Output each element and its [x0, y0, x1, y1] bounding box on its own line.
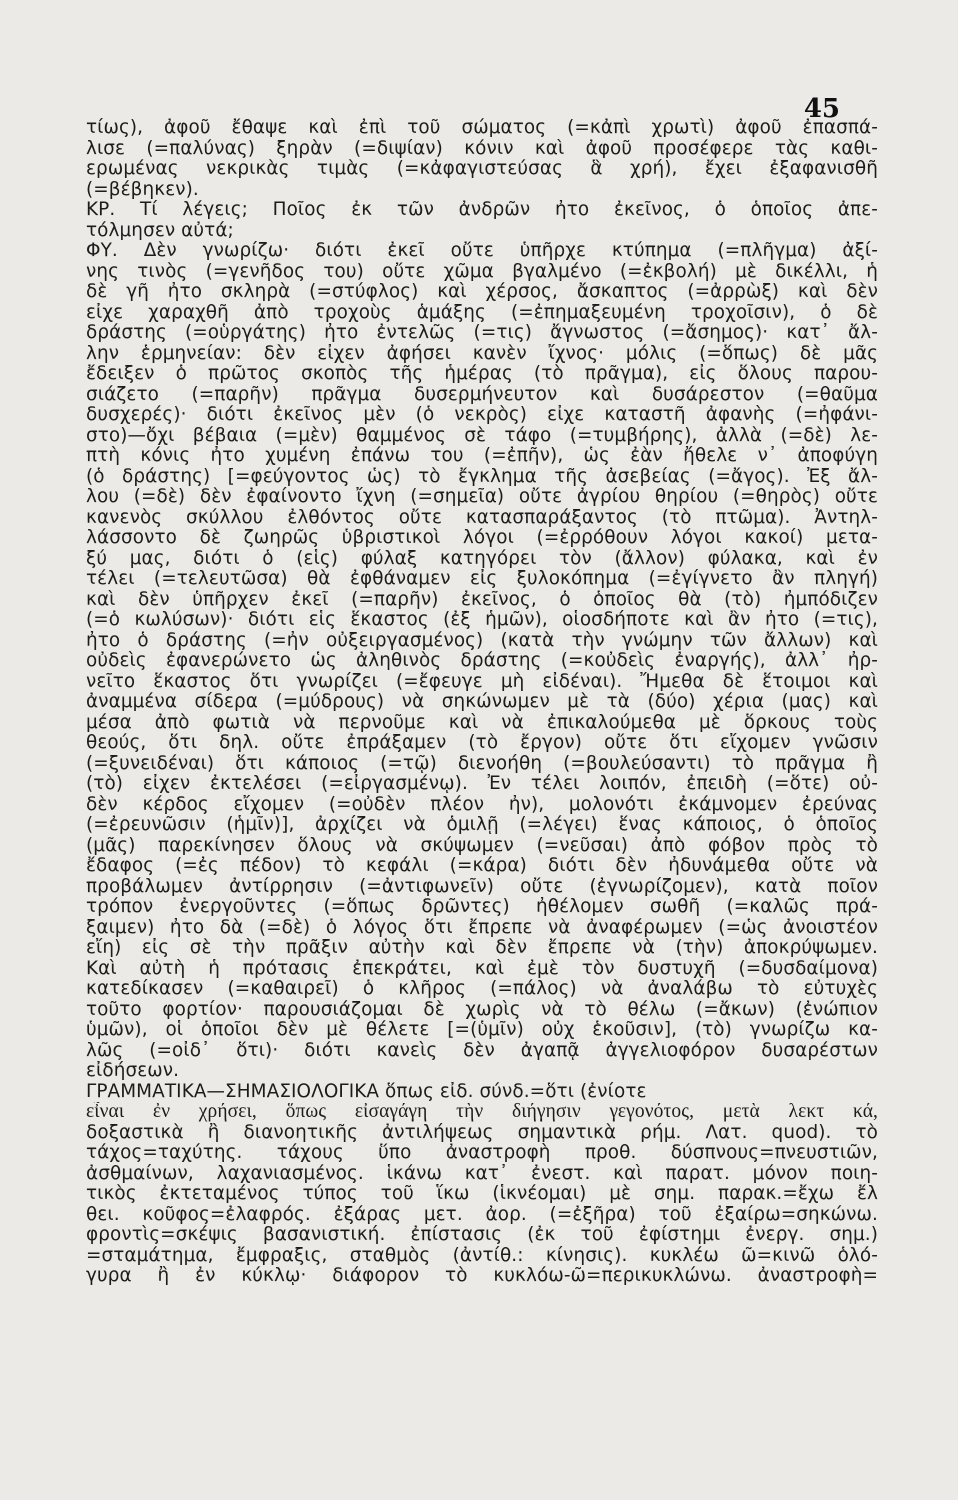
text-line: λου (=δὲ) δὲν ἐφαίνοντο ἴχνη (=σημεῖα) οὔτε ἀγρίου θηρίου (=θηρὸς) οὔτε: [86, 487, 878, 507]
text-line: εἰδήσεων.: [86, 1061, 180, 1081]
text-line: δοξαστικὰ ἢ διανοητικῆς ἀντιλήψεως σημαντικὰ ρήμ. Λατ. quod). τὸ: [86, 1122, 878, 1143]
text-line: οὐδεὶς ἐφανερώνετο ὡς ἀληθινὸς δράστης (=κοὐδεὶς ἐναργής), ἀλλ᾽ ἠρ-: [86, 651, 878, 671]
page-number: 45: [803, 94, 840, 124]
text-line: σιάζετο (=παρῆν) πρᾶγμα δυσερμήνευτον καὶ δυσάρεστον (=θαῦμα: [86, 384, 878, 405]
text-line: τικὸς ἐκτεταμένος τύπος τοῦ ἵκω (ἱκνέομαι) μὲ σημ. παρακ.=ἔχω ἔλ: [86, 1184, 878, 1204]
text-line: λην ἑρμηνείαν: δὲν εἶχεν ἀφήσει κανὲν ἴχνος· μόλις (=ὅπως) δὲ μᾶς: [86, 343, 878, 364]
text-line: λάσσοντο δὲ ζωηρῶς ὑβριστικοὶ λόγοι (=ἐρρόθουν λόγοι κακοί) μετα-: [86, 528, 878, 548]
text-line: ἀσθμαίνων, λαχανιασμένος. ἱκάνω κατ᾽ ἐνεστ. καὶ παρατ. μόνον ποιη-: [86, 1163, 878, 1184]
body-text: [86, 118, 878, 1307]
text-line: Καὶ αὐτὴ ἡ πρότασις ἐπεκράτει, καὶ ἐμὲ τὸν δυστυχῆ (=δυσδαίμονα): [86, 958, 878, 979]
section-heading-line: εἶναι ἐν χρήσει, ὅπως εἰσαγάγη τὴν διήγησιν γεγονότος, μετὰ λεκτ κά,: [86, 1102, 878, 1122]
text-line: ξαιμεν) ἦτο δὰ (=δὲ) ὁ λόγος ὅτι ἔπρεπε νὰ ἀναφέρωμεν (=ὡς ἀνοιστέον: [86, 917, 878, 938]
text-line: τόλμησεν αὐτά;: [86, 220, 234, 241]
text-line: δυσχερές)· διότι ἐκεῖνος μὲν (ὁ νεκρὸς) εἶχε καταστῆ ἀφανὴς (=ἠφάνι-: [86, 405, 878, 425]
text-line: γυρα ἢ ἐν κύκλῳ· διάφορον τὸ κυκλόω-ῶ=περικυκλώνω. ἀναστροφὴ=: [86, 1266, 878, 1286]
text-line: μέσα ἀπὸ φωτιὰ νὰ περνοῦμε καὶ νὰ ἐπικαλούμεθα μὲ ὅρκους τοὺς: [86, 712, 878, 733]
text-line: (=βέβηκεν).: [86, 179, 199, 200]
text-line: ΚΡ. Τί λέγεις; Ποῖος ἐκ τῶν ἀνδρῶν ἦτο ἐκεῖνος, ὁ ὁποῖος ἀπε-: [86, 200, 878, 220]
text-line: (τὸ) εἶχεν ἐκτελέσει (=εἰργασμένῳ). Ἐν τέλει λοιπόν, ἐπειδὴ (=ὅτε) οὐ-: [86, 774, 878, 794]
text-line: νης τινὸς (=γενῆδος του) οὔτε χῶμα βγαλμένο (=ἐκβολή) μὲ δικέλλι, ἡ: [86, 261, 878, 282]
text-line: ἔδαφος (=ἐς πέδον) τὸ κεφάλι (=κάρα) διότι δὲν ἠδυνάμεθα οὔτε νὰ: [86, 856, 878, 876]
text-line: ΦΥ. Δὲν γνωρίζω· διότι ἐκεῖ οὔτε ὑπῆρχε κτύπημα (=πλῆγμα) ἀξί-: [86, 241, 878, 261]
text-line: θεούς, ὅτι δηλ. οὔτε ἐπράξαμεν (τὸ ἔργον) οὔτε ὅτι εἴχομεν γνῶσιν: [86, 733, 878, 753]
text-line: προβάλωμεν ἀντίρρησιν (=ἀντιφωνεῖν) οὔτε (ἐγνωρίζομεν), κατὰ ποῖον: [86, 876, 878, 897]
text-line: τάχος=ταχύτης. τάχους ὕπο ἀναστροφὴ προθ. δύσπνους=πνευστιῶν,: [86, 1143, 878, 1163]
text-line: [86, 1287, 878, 1308]
text-line: κατεδίκασεν (=καθαιρεῖ) ὁ κλῆρος (=πάλος) νὰ ἀναλάβω τὸ εὐτυχὲς: [86, 979, 878, 999]
text-line: καὶ δὲν ὑπῆρχεν ἐκεῖ (=παρῆν) ἐκεῖνος, ὁ ὁποῖος θὰ (τὸ) ἠμπόδιζεν: [86, 589, 878, 610]
text-line: ἔδειξεν ὁ πρῶτος σκοπὸς τῆς ἡμέρας (τὸ πρᾶγμα), εἰς ὅλους παρου-: [86, 364, 878, 384]
text-line: τίως), ἀφοῦ ἔθαψε καὶ ἐπὶ τοῦ σώματος (=κἀπὶ χρωτὶ) ἀφοῦ ἐπασπά-: [86, 118, 878, 138]
text-line: =σταμάτημα, ἔμφραξις, σταθμὸς (ἀντίθ.: κίνησις). κυκλέω ῶ=κινῶ ὁλό-: [86, 1245, 878, 1266]
text-line: λῶς (=οἶδ᾽ ὅτι)· διότι κανεὶς δὲν ἀγαπᾷ ἀγγελιοφόρον δυσαρέστων: [86, 1040, 878, 1061]
text-line: φροντὶς=σκέψις βασανιστική. ἐπίστασις (ἐκ τοῦ ἐφίστημι ἐνεργ. σημ.): [86, 1225, 878, 1245]
text-line: τοῦτο φορτίον· παρουσιάζομαι δὲ χωρὶς νὰ τὸ θέλω (=ἄκων) (ἐνώπιον: [86, 999, 878, 1020]
text-line: δὲ γῆ ἦτο σκληρὰ (=στύφλος) καὶ χέρσος, ἄσκαπτος (=ἀρρὼξ) καὶ δὲν: [86, 282, 878, 302]
text-line: θει. κοῦφος=ἐλαφρός. ἐξάρας μετ. ἀορ. (=ἐξῆρα) τοῦ ἐξαίρω=σηκώνω.: [86, 1204, 878, 1225]
text-line: δράστης (=οὑργάτης) ἦτο ἐντελῶς (=τις) ἄγνωστος (=ἄσημος)· κατ᾽ ἄλ-: [86, 323, 878, 343]
text-line: εἶχε χαραχθῆ ἀπὸ τροχοὺς ἁμάξης (=ἐπημαξευμένη τροχοῖσιν), ὁ δὲ: [86, 302, 878, 323]
text-line: δὲν κέρδος εἴχομεν (=οὐδὲν πλέον ἦν), μολονότι ἐκάμνομεν ἐρεύνας: [86, 794, 878, 815]
text-line: στο)—ὄχι βέβαια (=μὲν) θαμμένος σὲ τάφο (=τυμβήρης), ἀλλὰ (=δὲ) λε-: [86, 425, 878, 446]
text-line: (ὁ δράστης) [=φεύγοντος ὡς) τὸ ἔγκλημα τῆς ἀσεβείας (=ἄγος). Ἐξ ἄλ-: [86, 466, 878, 487]
text-line: (μᾶς) παρεκίνησεν ὅλους νὰ σκύψωμεν (=νεῦσαι) ἀπὸ φόβον πρὸς τὸ: [86, 835, 878, 856]
text-line: εἴη) εἰς σὲ τὴν πρᾶξιν αὐτὴν καὶ δὲν ἔπρεπε νὰ (τὴν) ἀποκρύψωμεν.: [86, 938, 878, 958]
text-line: ἦτο ὁ δράστης (=ἦν οὐξειργασμένος) (κατὰ τὴν γνώμην τῶν ἄλλων) καὶ: [86, 630, 878, 651]
text-line: ὑμῶν), οἱ ὁποῖοι δὲν μὲ θέλετε [=(ὑμῖν) οὐχ ἑκοῦσιν], (τὸ) γνωρίζω κα-: [86, 1020, 878, 1040]
text-line: λισε (=παλύνας) ξηρὰν (=διψίαν) κόνιν καὶ ἀφοῦ προσέφερε τὰς καθι-: [86, 138, 878, 159]
text-line: ερωμένας νεκρικὰς τιμὰς (=κἀφαγιστεύσας ἃ χρή), ἔχει ἐξαφανισθῆ: [86, 159, 878, 179]
text-line: πτὴ κόνις ἦτο χυμένη ἐπάνω του (=ἐπῆν), ὡς ἐὰν ἤθελε ν᾽ ἀποφύγη: [86, 446, 878, 466]
text-line: (=ὁ κωλύσων)· διότι εἷς ἕκαστος (ἐξ ἡμῶν), οἱοσδήποτε καὶ ἂν ἦτο (=τις),: [86, 610, 878, 630]
text-line: τρόπον ἐνεργοῦντες (=ὅπως δρῶντες) ἠθέλομεν σωθῆ (=καλῶς πρά-: [86, 897, 878, 917]
text-line: ξύ μας, διότι ὁ (εἷς) φύλαξ κατηγόρει τὸν (ἄλλον) φύλακα, καὶ ἐν: [86, 548, 878, 569]
text-line: κανενὸς σκύλλου ἐλθόντος οὔτε κατασπαράξαντος (τὸ πτῶμα). Ἀντηλ-: [86, 507, 878, 528]
text-line: τέλει (=τελευτῶσα) θὰ ἐφθάναμεν εἰς ξυλοκόπημα (=ἐγίγνετο ἂν πληγή): [86, 569, 878, 589]
text-line: νεῖτο ἕκαστος ὅτι γνωρίζει (=ἔφευγε μὴ εἰδέναι). Ἤμεθα δὲ ἕτοιμοι καὶ: [86, 671, 878, 692]
text-line: (=ξυνειδέναι) ὅτι κάποιος (=τῷ) διενοήθη (=βουλεύσαντι) τὸ πρᾶγμα ἢ: [86, 753, 878, 774]
text-line: ἀναμμένα σίδερα (=μύδρους) νὰ σηκώνωμεν μὲ τὰ (δύο) χέρια (μας) καὶ: [86, 692, 878, 712]
text-line: (=ἐρευνῶσιν (ἡμῖν)], ἀρχίζει νὰ ὁμιλῇ (=λέγει) ἕνας κάποιος, ὁ ὁποῖος: [86, 815, 878, 835]
text-line: ΓΡΑΜΜΑΤΙΚΑ—ΣΗΜΑΣΙΟΛΟΓΙΚΑ ὅπως εἰδ. σύνδ.=ὅτι (ἐνίοτε: [86, 1081, 647, 1102]
